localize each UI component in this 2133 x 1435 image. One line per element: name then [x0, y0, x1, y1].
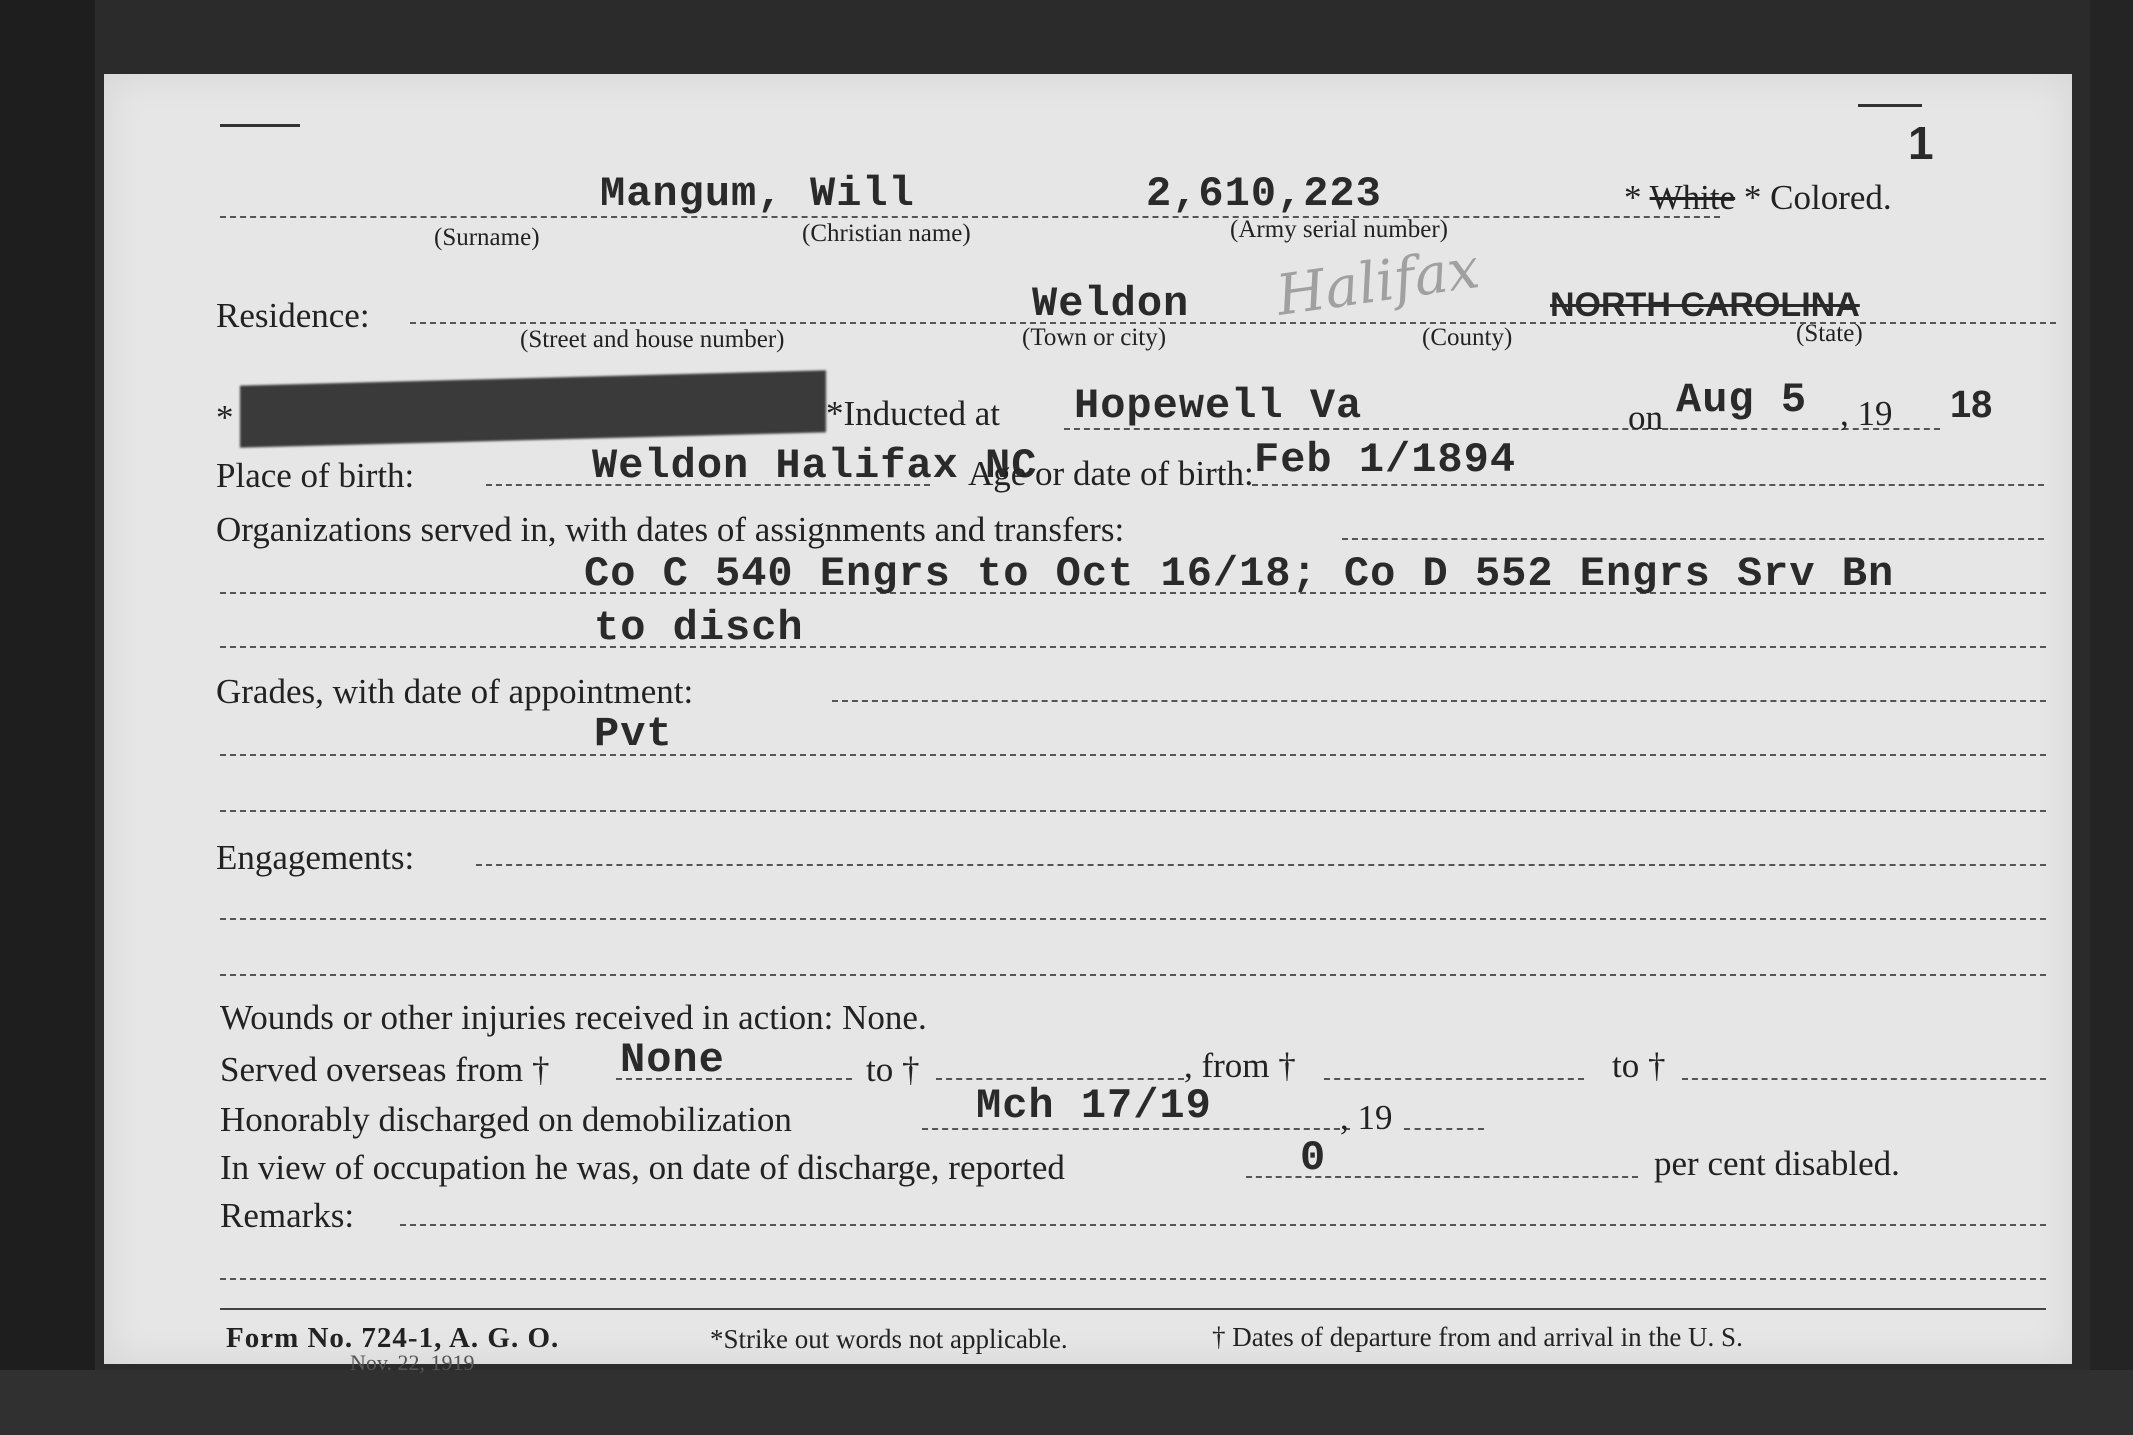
residence-county-handwritten: Halifax	[1272, 236, 1484, 329]
race-white-struck: White	[1649, 178, 1736, 217]
christian-name-caption: (Christian name)	[802, 220, 971, 247]
scan-border-right	[2090, 0, 2133, 1435]
overseas-to-label-2: to †	[1612, 1046, 1666, 1085]
overseas-from-value: None	[620, 1036, 725, 1084]
town-caption: (Town or city)	[1022, 324, 1167, 351]
inducted-year-prefix: , 19	[1840, 394, 1893, 433]
engagements-line-2	[220, 918, 2046, 920]
remarks-label: Remarks:	[220, 1196, 355, 1235]
inducted-label: *Inducted at	[826, 394, 1000, 433]
enlisted-asterisk: *	[216, 398, 234, 437]
disability-label: In view of occupation he was, on date of discharge, reported	[220, 1148, 1065, 1187]
discharge-date-value: Mch 17/19	[976, 1082, 1212, 1130]
surname-value: Mangum,	[600, 170, 784, 218]
residence-state-value: NORTH CAROLINA	[1550, 286, 1860, 324]
grades-value: Pvt	[594, 710, 673, 758]
grades-line-2	[220, 754, 2046, 756]
form-date: Nov. 22, 1919	[350, 1350, 475, 1375]
race-colored: * Colored.	[1743, 178, 1892, 217]
organizations-value-2: to disch	[594, 604, 804, 652]
birth-place-value: Weldon Halifax NC	[592, 442, 1038, 490]
footer-rule	[220, 1308, 2046, 1310]
organizations-line-1	[1342, 538, 2044, 540]
birth-date-label: Age or date of birth:	[968, 454, 1254, 493]
disability-suffix: per cent disabled.	[1654, 1144, 1900, 1183]
footnote-strike-out: *Strike out words not applicable.	[710, 1324, 1068, 1354]
inducted-place-value: Hopewell Va	[1074, 382, 1363, 430]
form-number: Form No. 724-1, A. G. O.	[226, 1322, 560, 1354]
engagements-label: Engagements:	[216, 838, 415, 877]
inducted-date-value: Aug 5	[1676, 376, 1808, 424]
overseas-from-label: Served overseas from †	[220, 1050, 550, 1089]
serial-number-value: 2,610,223	[1146, 170, 1382, 218]
overseas-to-label-1: to †	[866, 1050, 920, 1089]
discharge-year-line	[1404, 1128, 1484, 1130]
corner-mark	[220, 124, 300, 127]
county-caption: (County)	[1422, 324, 1513, 351]
remarks-line-2	[220, 1278, 2046, 1280]
organizations-line-3	[220, 646, 2046, 648]
overseas-to-line-1	[936, 1078, 1184, 1080]
disability-value: 0	[1300, 1134, 1327, 1182]
engagements-line-3	[220, 974, 2046, 976]
birth-place-label: Place of birth:	[216, 456, 415, 495]
remarks-line-1	[400, 1224, 2046, 1226]
state-caption: (State)	[1796, 320, 1863, 347]
birth-date-value: Feb 1/1894	[1254, 436, 1517, 484]
service-record-card	[104, 74, 2072, 1375]
grades-line-3	[220, 810, 2046, 812]
grades-label: Grades, with date of appointment:	[216, 672, 694, 711]
footnote-dates: † Dates of departure from and arrival in the U. S.	[1212, 1322, 1743, 1352]
race-options	[1624, 178, 1892, 218]
inducted-year-value: 18	[1950, 384, 1993, 426]
surname-caption: (Surname)	[434, 224, 540, 251]
birth-date-line	[1252, 484, 2044, 486]
inducted-on-label: on	[1628, 398, 1663, 437]
overseas-to-line-2	[1682, 1078, 2046, 1080]
overseas-from-line-2	[1324, 1078, 1584, 1080]
name-line	[220, 216, 1720, 218]
engagements-line-1	[476, 864, 2046, 866]
card-number-rule	[1858, 104, 1922, 107]
grades-line-1	[832, 700, 2046, 702]
christian-name-value: Will	[810, 170, 915, 218]
overseas-from-label-2: , from †	[1184, 1046, 1296, 1085]
scan-border-bottom	[0, 1370, 2133, 1435]
organizations-label: Organizations served in, with dates of assignments and transfers:	[216, 510, 1125, 549]
residence-town-value: Weldon	[1032, 280, 1190, 328]
card-number: 1	[1908, 117, 1934, 169]
residence-label: Residence:	[216, 296, 370, 335]
redaction-mark	[240, 370, 826, 447]
street-caption: (Street and house number)	[520, 326, 785, 353]
organizations-value-1: Co C 540 Engrs to Oct 16/18; Co D 552 Engrs Srv Bn	[584, 550, 1895, 598]
discharge-year-prefix: , 19	[1340, 1098, 1393, 1137]
inducted-date-line	[1670, 428, 1940, 430]
race-asterisk: *	[1624, 178, 1642, 217]
scan-border-left	[0, 0, 95, 1435]
discharge-label: Honorably discharged on demobilization	[220, 1100, 792, 1139]
serial-number-caption: (Army serial number)	[1230, 216, 1448, 243]
wounds-label: Wounds or other injuries received in action: None.	[220, 998, 927, 1037]
